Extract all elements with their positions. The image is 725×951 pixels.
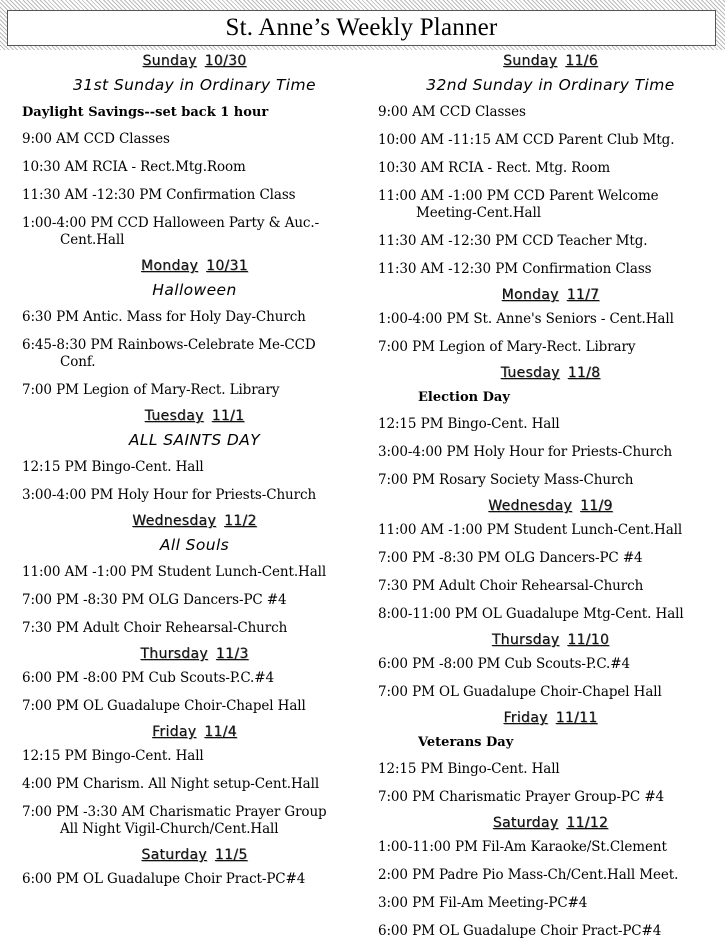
day-section-friday	[22, 721, 367, 844]
day-section-thursday	[378, 629, 723, 707]
event-text-continued: All Night Vigil-Church/Cent.Hall	[60, 821, 279, 837]
event-text: 12:15 PM Bingo-Cent. Hall	[378, 416, 560, 432]
event-item	[22, 332, 367, 377]
day-note: Daylight Savings--set back 1 hour	[22, 105, 269, 120]
day-heading	[378, 707, 723, 729]
event-text: 7:00 PM Rosary Society Mass-Church	[378, 472, 634, 488]
event-text: 12:15 PM Bingo-Cent. Hall	[22, 459, 204, 475]
event-item	[378, 862, 723, 890]
day-name: Wednesday	[132, 513, 217, 529]
day-date: 11/6	[565, 53, 598, 69]
day-heading	[378, 50, 723, 72]
day-name: Friday	[503, 710, 548, 726]
event-text: 12:15 PM Bingo-Cent. Hall	[22, 748, 204, 764]
day-section-saturday	[378, 812, 723, 946]
day-date: 11/9	[580, 498, 613, 514]
day-heading	[378, 362, 723, 384]
event-text: 10:30 AM RCIA - Rect.Mtg.Room	[22, 159, 246, 175]
event-item	[22, 182, 367, 210]
day-note: Veterans Day	[418, 735, 514, 750]
event-item	[22, 665, 367, 693]
event-text: 9:00 AM CCD Classes	[22, 131, 170, 147]
day-section-tuesday	[378, 362, 723, 495]
event-item	[378, 228, 723, 256]
day-heading	[22, 50, 367, 72]
event-text: 2:00 PM Padre Pio Mass-Ch/Cent.Hall Meet.	[378, 867, 679, 883]
day-section-tuesday	[22, 405, 367, 510]
day-section-friday	[378, 707, 723, 812]
event-text: 1:00-11:00 PM Fil-Am Karaoke/St.Clement	[378, 839, 667, 855]
liturgical-theme: Halloween	[152, 281, 237, 299]
event-text: 7:30 PM Adult Choir Rehearsal-Church	[22, 620, 288, 636]
event-item	[378, 439, 723, 467]
day-name: Tuesday	[500, 365, 560, 381]
day-date: 11/2	[224, 513, 257, 529]
event-item	[22, 771, 367, 799]
event-text: 8:00-11:00 PM OL Guadalupe Mtg-Cent. Hall	[378, 606, 684, 622]
event-item	[378, 99, 723, 127]
left-column	[22, 50, 367, 894]
event-item	[22, 304, 367, 332]
day-section-monday	[378, 284, 723, 362]
event-text: 11:00 AM -1:00 PM Student Lunch-Cent.Hall	[22, 564, 327, 580]
event-item	[378, 155, 723, 183]
event-text: 10:00 AM -11:15 AM CCD Parent Club Mtg.	[378, 132, 675, 148]
event-text: 12:15 PM Bingo-Cent. Hall	[378, 761, 560, 777]
day-date: 11/8	[567, 365, 601, 381]
day-section-saturday	[22, 844, 367, 894]
event-text: 6:00 PM -8:00 PM Cub Scouts-P.C.#4	[22, 670, 274, 686]
day-name: Saturday	[492, 815, 559, 831]
event-text: 11:00 AM -1:00 PM CCD Parent Welcome	[378, 188, 659, 204]
day-heading	[22, 510, 367, 532]
day-name: Monday	[141, 258, 199, 274]
day-name: Thursday	[140, 646, 208, 662]
event-item	[378, 334, 723, 362]
day-heading	[22, 255, 367, 277]
event-text: 6:00 PM OL Guadalupe Choir Pract-PC#4	[378, 923, 662, 939]
event-text: 6:45-8:30 PM Rainbows-Celebrate Me-CCD	[22, 337, 316, 353]
event-text: 7:00 PM OL Guadalupe Choir-Chapel Hall	[22, 698, 306, 714]
event-item	[22, 587, 367, 615]
event-item	[22, 693, 367, 721]
day-name: Saturday	[141, 847, 207, 863]
event-text: 7:30 PM Adult Choir Rehearsal-Church	[378, 578, 644, 594]
event-text: 11:30 AM -12:30 PM Confirmation Class	[22, 187, 296, 203]
event-item	[22, 799, 367, 844]
event-item	[378, 756, 723, 784]
event-item	[22, 377, 367, 405]
event-text-continued: Meeting-Cent.Hall	[416, 205, 541, 221]
day-name: Sunday	[503, 53, 558, 69]
event-item	[378, 918, 723, 946]
event-text: 7:00 PM Legion of Mary-Rect. Library	[22, 382, 280, 398]
event-text: 11:30 AM -12:30 PM Confirmation Class	[378, 261, 652, 277]
event-text: 3:00-4:00 PM Holy Hour for Priests-Church	[378, 444, 673, 460]
event-item	[22, 454, 367, 482]
event-item	[22, 615, 367, 643]
event-item	[378, 127, 723, 155]
event-item	[22, 482, 367, 510]
day-heading	[22, 844, 367, 866]
event-text: 7:00 PM Charismatic Prayer Group-PC #4	[378, 789, 665, 805]
event-text: 7:00 PM -3:30 AM Charismatic Prayer Group	[22, 804, 327, 820]
day-date: 11/7	[566, 287, 600, 303]
day-section-wednesday	[378, 495, 723, 629]
day-heading	[378, 629, 723, 651]
day-date: 11/3	[215, 646, 249, 662]
day-date: 11/1	[211, 408, 245, 424]
day-section-sunday	[378, 50, 723, 284]
event-item	[378, 306, 723, 334]
event-text: 4:00 PM Charism. All Night setup-Cent.Hall	[22, 776, 320, 792]
day-section-sunday	[22, 50, 367, 255]
event-text: 7:00 PM OL Guadalupe Choir-Chapel Hall	[378, 684, 662, 700]
event-text: 1:00-4:00 PM CCD Halloween Party & Auc.-	[22, 215, 320, 231]
event-item	[378, 679, 723, 707]
event-item	[22, 126, 367, 154]
day-heading	[22, 643, 367, 665]
event-item	[378, 411, 723, 439]
day-name: Thursday	[491, 632, 560, 648]
day-date: 10/30	[204, 53, 247, 69]
day-heading	[378, 812, 723, 834]
event-text: 11:00 AM -1:00 PM Student Lunch-Cent.Hall	[378, 522, 683, 538]
day-heading	[22, 721, 367, 743]
day-name: Wednesday	[488, 498, 573, 514]
event-text: 7:00 PM Legion of Mary-Rect. Library	[378, 339, 636, 355]
day-name: Sunday	[142, 53, 197, 69]
event-text: 3:00-4:00 PM Holy Hour for Priests-Church	[22, 487, 317, 503]
day-heading	[378, 284, 723, 306]
event-item	[378, 573, 723, 601]
event-item	[378, 517, 723, 545]
event-item	[22, 154, 367, 182]
event-item	[378, 784, 723, 812]
event-item	[22, 210, 367, 255]
day-date: 11/4	[204, 724, 237, 740]
event-item	[378, 183, 723, 228]
event-item	[22, 743, 367, 771]
day-date: 11/11	[555, 710, 598, 726]
event-text: 6:00 PM OL Guadalupe Choir Pract-PC#4	[22, 871, 306, 887]
event-item	[378, 890, 723, 918]
event-item	[378, 601, 723, 629]
event-item	[22, 866, 367, 894]
event-text: 10:30 AM RCIA - Rect. Mtg. Room	[378, 160, 611, 176]
page-title: St. Anne’s Weekly Planner	[7, 10, 716, 46]
day-name: Tuesday	[144, 408, 204, 424]
event-item	[22, 559, 367, 587]
liturgical-theme: 31st Sunday in Ordinary Time	[73, 76, 316, 94]
day-date: 11/5	[214, 847, 248, 863]
day-date: 11/12	[566, 815, 609, 831]
day-section-monday	[22, 255, 367, 405]
liturgical-theme: 32nd Sunday in Ordinary Time	[426, 76, 675, 94]
event-text: 11:30 AM -12:30 PM CCD Teacher Mtg.	[378, 233, 648, 249]
event-item	[378, 545, 723, 573]
event-text-continued: Cent.Hall	[60, 232, 125, 248]
day-name: Friday	[152, 724, 197, 740]
event-text: 3:00 PM Fil-Am Meeting-PC#4	[378, 895, 588, 911]
day-section-wednesday	[22, 510, 367, 643]
day-heading	[378, 495, 723, 517]
event-item	[378, 834, 723, 862]
event-item	[378, 651, 723, 679]
day-name: Monday	[501, 287, 559, 303]
liturgical-theme: All Souls	[159, 536, 230, 554]
event-text: 7:00 PM -8:30 PM OLG Dancers-PC #4	[22, 592, 287, 608]
event-item	[378, 256, 723, 284]
liturgical-theme: ALL SAINTS DAY	[128, 431, 261, 449]
day-section-thursday	[22, 643, 367, 721]
day-heading	[22, 405, 367, 427]
day-note: Election Day	[418, 390, 510, 405]
event-item	[378, 467, 723, 495]
event-text: 6:00 PM -8:00 PM Cub Scouts-P.C.#4	[378, 656, 630, 672]
day-date: 11/10	[567, 632, 610, 648]
event-text: 7:00 PM -8:30 PM OLG Dancers-PC #4	[378, 550, 643, 566]
event-text-continued: Conf.	[60, 354, 96, 370]
event-text: 9:00 AM CCD Classes	[378, 104, 526, 120]
day-date: 10/31	[206, 258, 248, 274]
event-text: 6:30 PM Antic. Mass for Holy Day-Church	[22, 309, 306, 325]
right-column	[378, 50, 723, 946]
event-text: 1:00-4:00 PM St. Anne's Seniors - Cent.Hall	[378, 311, 674, 327]
